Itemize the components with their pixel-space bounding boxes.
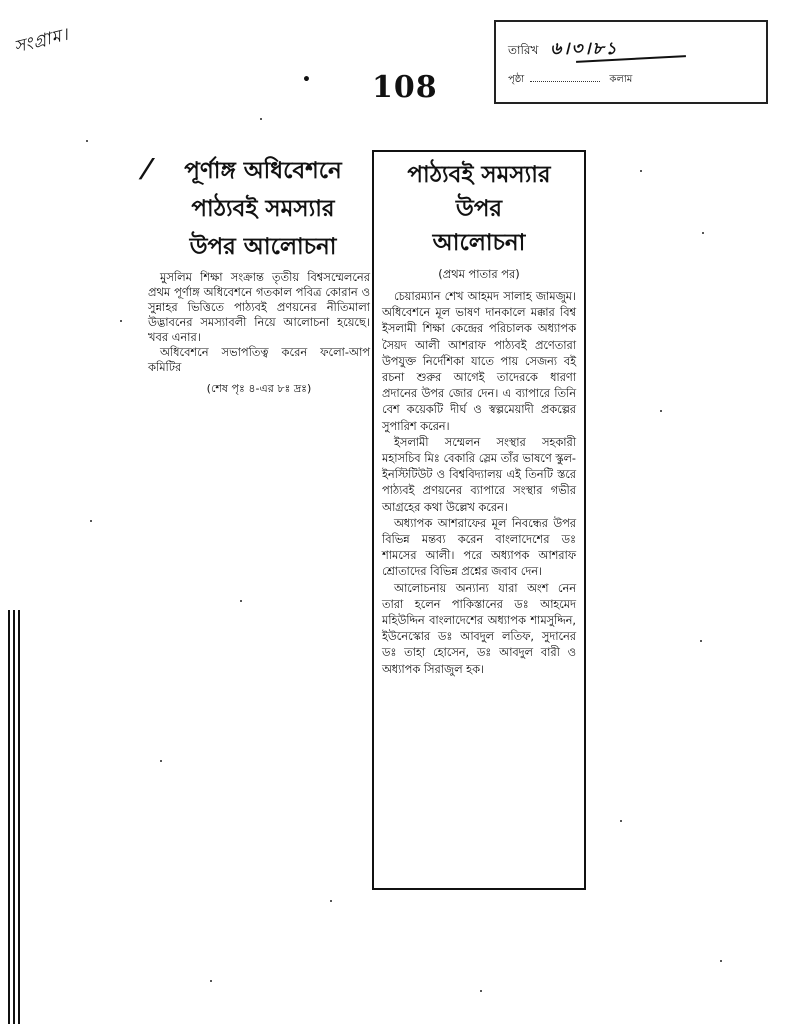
paragraph: মুসলিম শিক্ষা সংক্রান্ত তৃতীয় বিশ্বসম্মেলনের প্রথম পূর্ণাঙ্গ অধিবেশনে গতকাল পবিত্র কোরান ও সুন্নাহর ভিত্তিতে পাঠ্যবই প্রণয়নের নীতিমালা উদ্ভাবনের সমস্যাবলী নিয়ে আলোচনা হয়েছে। খবর এনার। — [148, 270, 370, 344]
page-edge-lines — [8, 610, 20, 1024]
page-column-row — [508, 72, 632, 89]
handwritten-date: ৬।৩।৮১ — [550, 39, 619, 59]
speck — [120, 320, 122, 322]
speck — [720, 960, 722, 962]
edge-line — [13, 610, 15, 1024]
paragraph: অধিবেশনে সভাপতিত্ব করেন ফলো-আপ কমিটির — [148, 345, 370, 374]
right-article-body — [382, 289, 576, 678]
headline-line: আলোচনা — [432, 230, 526, 256]
paragraph: ইসলামী সম্মেলন সংস্থার সহকারী মহাসচিব মিঃ বেকারি স্লেম তাঁর ভাষণে স্কুল-ইনস্টিটিউট ও বিশ্ববিদ্যালয় এই তিনটি স্তরে পাঠ্যবই প্রণয়নের ব্যাপারে সংস্থার গভীর আগ্রহের কথা উল্লেখ করেন। — [382, 435, 576, 514]
left-article-body — [148, 270, 370, 375]
speck — [90, 520, 92, 522]
headline-line: পাঠ্যবই সমস্যার — [191, 196, 335, 222]
headline-line: পূর্ণাঙ্গ অধিবেশনে — [184, 158, 342, 184]
speck — [620, 820, 622, 822]
date-label: তারিখ — [508, 43, 539, 57]
left-headline — [156, 152, 370, 266]
speck — [660, 410, 662, 412]
page-number: 108 — [372, 70, 438, 105]
edge-line — [18, 610, 20, 1024]
speck — [702, 232, 704, 234]
headline-line: পাঠ্যবই সমস্যার উপর — [407, 162, 551, 222]
speck — [160, 760, 162, 762]
left-article — [137, 152, 370, 399]
handwritten-source-note: সংগ্রাম। — [12, 24, 72, 58]
page-label: পৃষ্ঠা — [508, 74, 525, 85]
speck — [210, 980, 212, 982]
check-mark-icon: / — [137, 154, 157, 184]
paragraph: চেয়ারম্যান শেখ আহমদ সালাহ জামজুম। অধিবেশনে মূল ভাষণ দানকালে মক্কার বিশ্ব ইসলামী শিক্ষা কেন্দ্রের পরিচালক অধ্যাপক সৈয়দ আলী আশরাফ পাঠ্যবই প্রণেতারা উপযুক্ত নির্দেশিকা যাতে পায় সেজন্য বই রচনা শুরুর আগেই তাদেরকে ধারণা প্রদানের উপর জোর দেন। এ ব্যাপারে তিনি বেশ কয়েকটি দীর্ঘ ও স্বল্পমেয়াদী প্রকল্পের সুপারিশ করেন। — [382, 290, 576, 433]
bullet-dot: • — [302, 72, 311, 88]
paragraph: আলোচনায় অন্যান্য যারা অংশ নেন তারা হলেন পাকিস্তানের ডঃ আহমেদ মহিউদ্দিন বাংলাদেশের অধ্যাপক শামসুদ্দিন, ইউনেস্কোর ডঃ আবদুল লতিফ, সুদানের ডঃ তাহা হোসেন, ডঃ আবদুল বারী ও অধ্যাপক সিরাজুল হক। — [382, 581, 576, 676]
speck — [240, 600, 242, 602]
speck — [480, 990, 482, 992]
right-headline — [382, 158, 576, 260]
speck — [640, 170, 642, 172]
paragraph: অধ্যাপক আশরাফের মূল নিবন্ধের উপর বিভিন্ন মন্তব্য করেন বাংলাদেশের ডঃ শামসের আলী। পরে অধ্যাপক আশরাফ শ্রোতাদের বিভিন্ন প্রশ্নের জবাব দেন। — [382, 516, 576, 579]
dotted-line — [530, 81, 600, 82]
speck — [330, 900, 332, 902]
column-label: কলাম — [609, 74, 633, 85]
speck — [700, 640, 702, 642]
speck — [260, 118, 262, 120]
continued-from-note: (প্রথম পাতার পর) — [438, 267, 520, 281]
headline-line: উপর আলোচনা — [189, 234, 337, 260]
right-article — [372, 150, 586, 890]
edge-line — [8, 610, 10, 1024]
speck — [86, 140, 88, 142]
continuation-note: (শেষ পৃঃ ৪-এর ৮ঃ দ্রঃ) — [206, 382, 312, 395]
reference-stamp-box — [494, 20, 768, 104]
